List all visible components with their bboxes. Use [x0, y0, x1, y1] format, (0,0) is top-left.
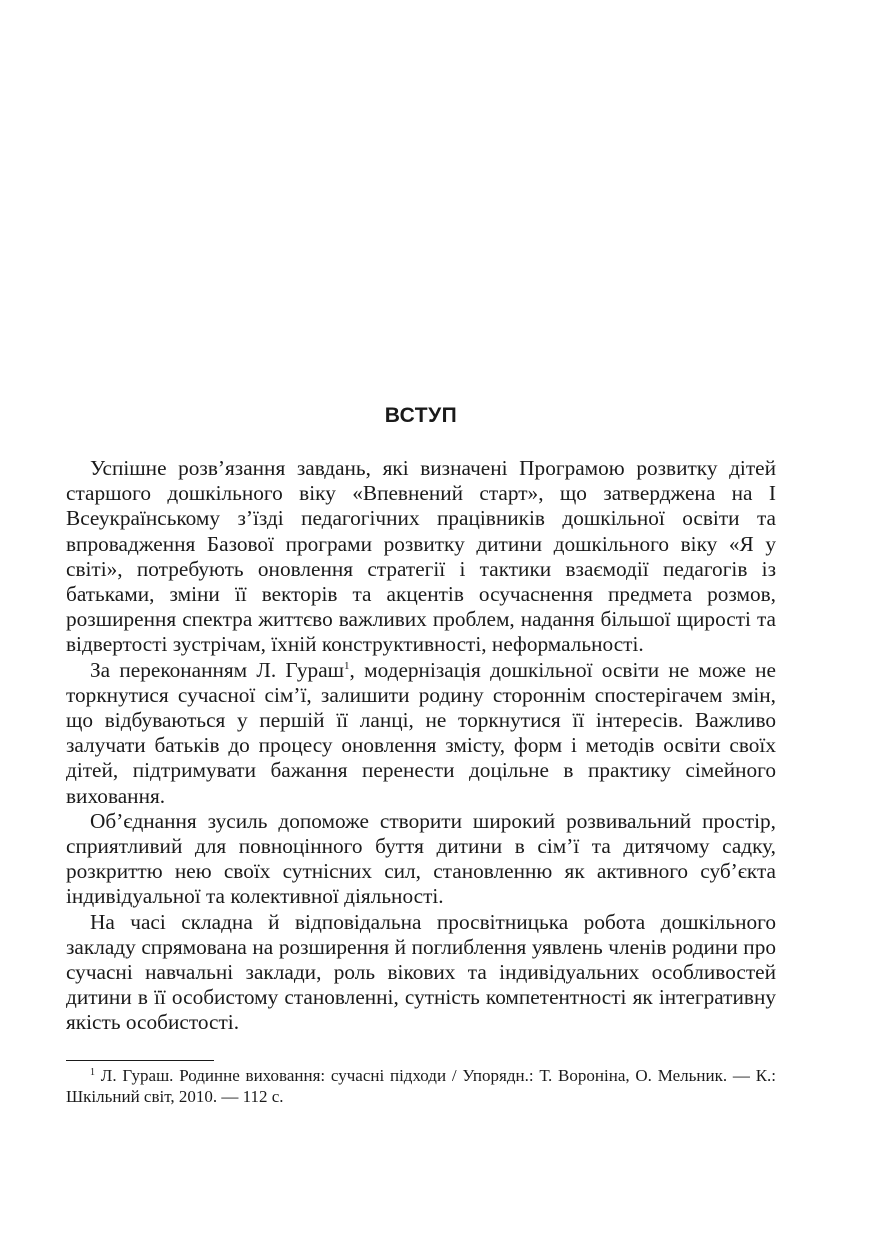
paragraph-1: Успішне розв’язання завдань, які визначені Програмою розвитку дітей старшого дошкільного віку «Впевнений старт», що затверджена на І Всеукраїнському з’їзді педагогічних працівників дошкільної освіти та впровадження Базової програми розвитку дитини дошкільного віку «Я у світі», потребують оновлення стратегії і тактики взаємодії педагогів із батьками, зміни її векторів та акцентів осучаснення предмета розмов, розширення спектра життєво важливих проблем, надання більшої щирості та відвертості зустрічам, їхній конструктивності, неформальності. [66, 456, 776, 657]
footnote-mark: 1 [90, 1067, 95, 1078]
paragraph-2 [66, 658, 776, 809]
footnote-divider [66, 1060, 214, 1061]
footnote-text: Л. Гураш. Родинне виховання: сучасні підходи / Упорядн.: Т. Вороніна, О. Мельник. — К.: Шкільний світ, 2010. — 112 с. [66, 1066, 776, 1106]
paragraph-3: Об’єднання зусиль допоможе створити широкий розвивальний простір, сприятливий для повноцінного буття дитини в сім’ї та дитячому садку, розкриттю нею своїх сутнісних сил, становленню як активного суб’єкта індивідуальної та колективної діяльності. [66, 808, 776, 909]
section-heading: ВСТУП [384, 404, 458, 427]
paragraph-4: На часі складна й відповідальна просвітницька робота дошкільного закладу спрямована на розширення й поглиблення уявлень членів родини про сучасні навчальні заклади, роль вікових та індивідуальних особливостей дитини в її особистому становленні, сутність компетентності як інтегративну якість особистості. [66, 909, 776, 1035]
document-page [66, 0, 776, 1241]
paragraph-2-rest: , модернізація дошкільної освіти не може не торкнутися сучасної сім’ї, залишити родину стороннім спостерігачем змін, що відбуваються у першій її ланці, не торкнутися її інтересів. Важливо залучати батьків до процесу оновлення змісту, форм і методів освіти своїх дітей, підтримувати бажання перенести доцільне в практику сімейного виховання. [66, 657, 776, 808]
footnote [66, 1066, 776, 1107]
paragraph-2-start: За переконанням Л. Гураш [90, 657, 345, 682]
body-text [66, 456, 776, 1036]
footnote-reference: 1 [344, 659, 350, 672]
